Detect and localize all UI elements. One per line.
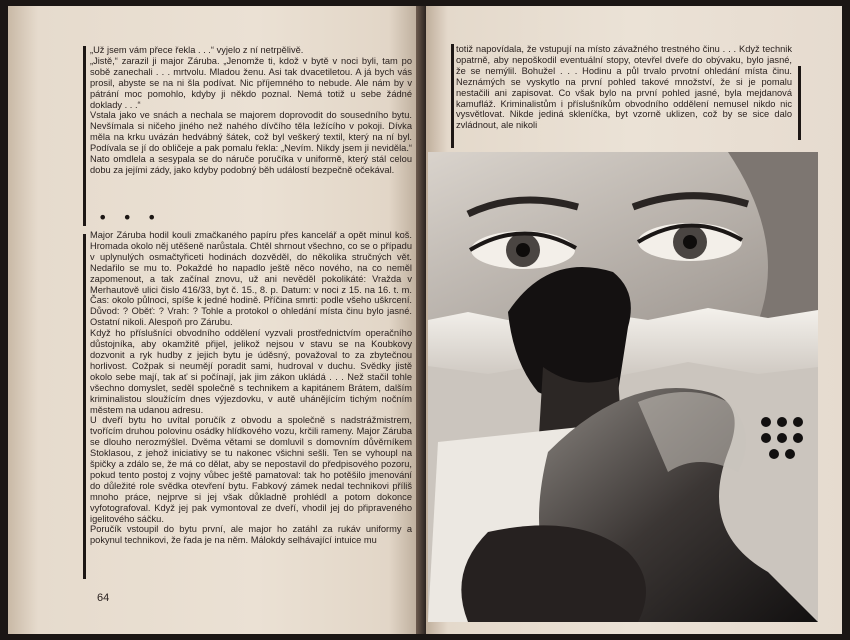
text-column-right bbox=[456, 44, 792, 131]
photo-collage-illustration bbox=[428, 152, 818, 622]
paragraph: „Už jsem vám přece řekla . . .“ vyjelo z ní netrpělivě. bbox=[90, 45, 304, 55]
margin-rule bbox=[798, 66, 801, 140]
right-page bbox=[426, 6, 842, 634]
text-column-top bbox=[90, 45, 412, 176]
margin-rule bbox=[83, 234, 86, 579]
open-book bbox=[8, 6, 842, 634]
text-column-bottom bbox=[90, 230, 412, 546]
paragraph: U dveří bytu ho uvítal poručík z obvodu a společně s nadstrážmistrem, tvořícím druhou polovinu osádky hlídkového vozu, krčili rameny. Major Záruba se dlouho nerozmýšlel. Dvěma větami se domluvil s domovním důvěrníkem Stoklasou, z jehož iniciativy se tu nakonec všichni sešli. Ten se vyhoupl na špičky a zdálo se, že má co dělat, aby se nepostavil do předpisového pozoru, pokud tento postoj z vojny vůbec ještě pamatoval: tak ho potěšilo jmenování do důležité role svědka otevření bytu. Fabkový zámek nedal technikovi příliš mnoho práce, nejprve si jej však důkladně prohlédl a potom dokonce vyfotografoval. Když jej pak vymontoval ze dveří, vhodil jej do připraveného igelitového sáčku. bbox=[90, 415, 412, 524]
section-separator: • • • bbox=[98, 208, 162, 227]
paragraph: Vstala jako ve snách a nechala se majorem doprovodit do sousedního bytu. Nevšímala si ničeho jiného než nahého dívčího těla ležícího v pokoji. Dívka měla na krku uvázán hedvábný šátek, což byl veškerý textil, který na ní byl. Podívala se jí do obličeje a pak pomalu řekla: „Nevím. Nikdy jsem ji neviděla.“ Nato omdlela a sesypala se do náruče poručíka v uniformě, který stál celou dobu za jejími zády, jako kdyby podobný běh událostí bezpečně očekával. bbox=[90, 110, 412, 175]
paragraph: totiž napovídala, že vstupují na místo závažného trestného činu . . . Když technik opatrně, aby nepoškodil eventuální stopy, otevřel dveře do obývaku, bylo jasné, že se nemýlil. Bohužel . . . Hodinu a půl trvalo prvotní ohledání místa činu. Neznámých se vyskytlo na první pohled takové množství, že si je pomalu nestačili ani zapisovat. Co však bylo na první pohled jasné, byla mejdanová kamufláž. Kriminalistům i příslušníkům obvodního oddělení nemusel nikdo nic vysvětlovat. Nikde jediná skleníčka, byt vzorně uklizen, což by se sice dalo zvládnout, ale nikoli bbox=[456, 44, 792, 131]
left-page bbox=[8, 6, 422, 634]
paragraph: Major Záruba hodil kouli zmačkaného papíru přes kancelář a opět minul koš. Hromada okolo něj utěšeně narůstala. Chtěl shrnout všechno, co se o případu v uplynulých osmačtyřiceti hodinách dozvěděl, do několika stručných vět. Nedařilo se mu to. Pokaždé ho napadlo ještě něco nového, na co neměl zapomenout, a tak začínal znovu, už ani nevěděl pokolikáté: Vražda v Merhautově ulici čislo 416/33, byt č. 15., 8. p. Datum: v noci z 15. na 16. t. m. Čas: okolo půlnoci, spíše k jedné hodině. Příčina smrti: podle všeho uškrcení. Důvod: ? Oběť: ? Vrah: ? Tohle a protokol o ohledání místa činu bylo jasné. Ostatní nikoli. Alespoň pro Zárubu. bbox=[90, 230, 412, 328]
margin-rule bbox=[83, 46, 86, 226]
page-number: 64 bbox=[97, 592, 110, 604]
paragraph: „Jistě,“ zarazil ji major Záruba. „Jenomže ti, kdož v bytě v noci byli, tam po sobě zanechali . . . mrtvolu. Mladou ženu. Asi tak dvacetiletou. A já bych vás prosil, abyste se na ni šla podívat. Nic příjemného to nebude. Ale nám by v pátrání moc pomohlo, kdyby ji někdo poznal. Nemá totiž u sebe žádné doklady . . .“ bbox=[90, 55, 412, 110]
paragraph: Když ho příslušníci obvodního oddělení vyzvali prostřednictvím operačního důstojníka, aby okamžitě přijel, jelikož nejsou v stavu se na Koubkovy dozvonit a ryk hudby z jejich bytu je úděsný, považoval to za zbytečnou horlivost. Cožpak si neumějí poradit sami, hudroval v duchu. Svědky jistě okolo sebe mají, tak ať si počínají, jak jim zákon ukládá . . . Než stačil tohle všechno domyslet, seděl společně s technikem a kapitánem Brátem, dalším kriminalistou sloužícím dnes výjezdovku, v autě uhánějícím tichým nočním městem na udanou adresu. bbox=[90, 328, 412, 415]
paragraph: Poručík vstoupil do bytu první, ale major ho zatáhl za rukáv uniformy a pokynul technikovi, že řada je na něm. Málokdy selhávající intuice mu bbox=[90, 524, 412, 546]
margin-rule bbox=[451, 44, 454, 148]
